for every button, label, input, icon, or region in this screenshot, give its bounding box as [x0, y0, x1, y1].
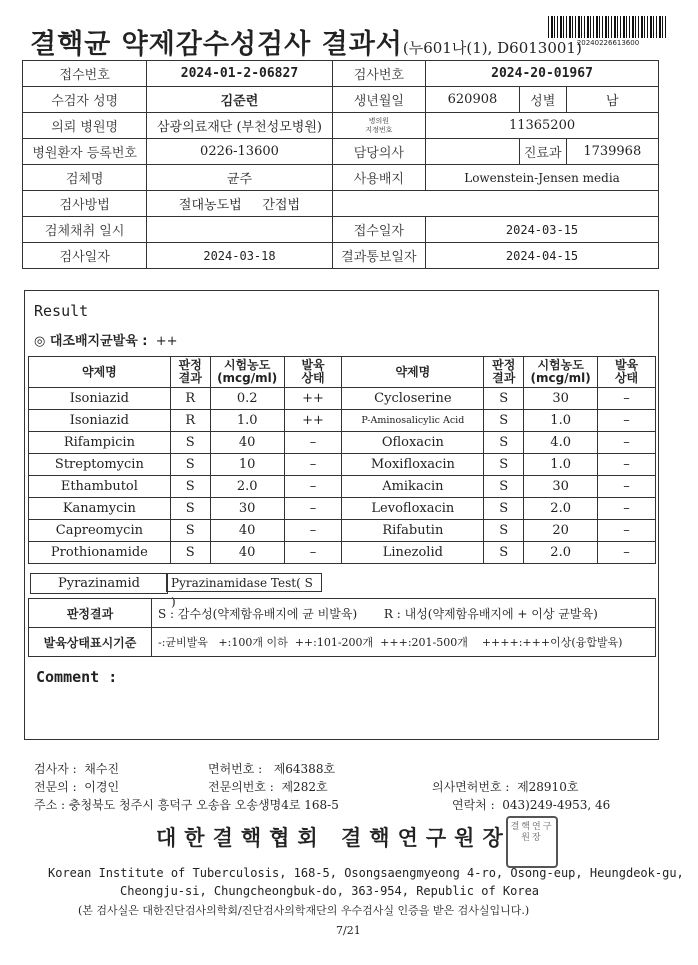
test-concentration: 40	[210, 542, 284, 564]
judge-result: S	[170, 432, 210, 454]
drug-name: Amikacin	[342, 476, 484, 498]
address-en-1: Korean Institute of Tuberculosis, 168-5, Osongsaengmyeong 4-ro, Osong-eup, Heungdeok-gu,	[48, 866, 684, 880]
growth-status: –	[598, 410, 656, 432]
test-concentration: 40	[210, 520, 284, 542]
judge-result: S	[484, 498, 524, 520]
drug-name: P-Aminosalicylic Acid	[342, 410, 484, 432]
judge-result: S	[484, 454, 524, 476]
judge-result: S	[484, 388, 524, 410]
test-concentration: 10	[210, 454, 284, 476]
drug-name: Isoniazid	[29, 410, 171, 432]
barcode-number: 20240226613600	[576, 39, 640, 47]
document-title: 결핵균 약제감수성검사 결과서(누601나(1), D6013001)	[30, 29, 582, 60]
growth-status: –	[284, 498, 342, 520]
test-concentration: 2.0	[210, 476, 284, 498]
drug-name: Ethambutol	[29, 476, 171, 498]
drug-name: Ofloxacin	[342, 432, 484, 454]
growth-status: –	[598, 498, 656, 520]
table-row	[29, 388, 656, 410]
doctor-label: 담당의사	[332, 139, 425, 165]
drug-name: Capreomycin	[29, 520, 171, 542]
patient-reg-no: 0226-13600	[147, 139, 332, 165]
drug-name: Streptomycin	[29, 454, 171, 476]
control-growth-label: ◎ 대조배지균발육 :	[34, 334, 148, 349]
method: 절대농도법 간접법	[147, 191, 332, 217]
document-code: (누601나(1), D6013001)	[402, 39, 582, 57]
birth-label: 생년월일	[332, 87, 425, 113]
judge-key-s: S : 감수성(약제함유배지에 균 비발육)	[158, 606, 358, 621]
drug-name: Kanamycin	[29, 498, 171, 520]
legend-table	[28, 598, 656, 657]
col-conc: 시험농도 (mcg/ml)	[210, 357, 284, 388]
report-date-label: 결과통보일자	[332, 243, 425, 269]
col-drug: 약제명	[29, 357, 171, 388]
receipt-no-label: 접수번호	[23, 61, 147, 87]
test-date: 2024-03-18	[147, 243, 332, 269]
hospital-label: 의뢰 병원명	[23, 113, 147, 139]
receive-date: 2024-03-15	[426, 217, 659, 243]
medium-label: 사용배지	[332, 165, 425, 191]
judge-result: S	[170, 476, 210, 498]
judge-result: S	[484, 476, 524, 498]
test-concentration: 30	[524, 388, 598, 410]
judge-result: S	[484, 410, 524, 432]
official-seal	[506, 816, 558, 868]
test-concentration: 1.0	[524, 410, 598, 432]
control-growth-value: ++	[155, 334, 178, 349]
doctor-license: 의사면허번호 : 제28910호	[432, 780, 579, 794]
col-conc: 시험농도 (mcg/ml)	[524, 357, 598, 388]
pyrazinamid-value: Pyrazinamidase Test( S )	[166, 573, 322, 592]
collect-date	[147, 217, 332, 243]
growth-key-label: 발육상태표시기준	[29, 628, 152, 657]
growth-status: –	[284, 520, 342, 542]
license: 면허번호 : 제64388호	[208, 762, 336, 776]
method-blank	[332, 191, 658, 217]
dept-value: 1739968	[566, 139, 658, 165]
col-judge: 판정 결과	[170, 357, 210, 388]
table-row	[29, 542, 656, 564]
judge-result: S	[484, 542, 524, 564]
test-concentration: 30	[210, 498, 284, 520]
doctor-name	[426, 139, 520, 165]
header-table	[22, 60, 659, 269]
receipt-no: 2024-01-2-06827	[147, 61, 332, 87]
test-date-label: 검사일자	[23, 243, 147, 269]
patient-name-label: 수검자 성명	[23, 87, 147, 113]
test-concentration: 1.0	[524, 454, 598, 476]
table-row	[29, 476, 656, 498]
growth-status: –	[598, 520, 656, 542]
medium: Lowenstein-Jensen media	[426, 165, 659, 191]
growth-status: –	[284, 454, 342, 476]
growth-status: –	[598, 432, 656, 454]
drug-table-header	[29, 357, 656, 388]
sex: 남	[566, 87, 658, 113]
dept-label: 진료과	[519, 139, 566, 165]
test-concentration: 4.0	[524, 432, 598, 454]
table-row	[29, 454, 656, 476]
page-number: 7/21	[336, 924, 361, 937]
judge-result: S	[170, 498, 210, 520]
address-en-2: Cheongju-si, Chungcheongbuk-do, 363-954, Republic of Korea	[120, 884, 540, 898]
method-label: 검사방법	[23, 191, 147, 217]
judge-result: S	[170, 542, 210, 564]
col-growth: 발육 상태	[284, 357, 342, 388]
sex-label: 성별	[519, 87, 566, 113]
hospital-code: 11365200	[426, 113, 659, 139]
specimen-label: 검체명	[23, 165, 147, 191]
growth-status: –	[598, 388, 656, 410]
growth-key-value: -:균비발육 +:100개 이하 ++:101-200개 +++:201-500개 ++++:+++이상(융합발육)	[152, 628, 656, 657]
test-concentration: 30	[524, 476, 598, 498]
growth-status: –	[284, 432, 342, 454]
patient-reg-label: 병원환자 등록번호	[23, 139, 147, 165]
result-title: Result	[34, 302, 89, 320]
growth-status: ++	[284, 388, 342, 410]
growth-status: ++	[284, 410, 342, 432]
test-concentration: 20	[524, 520, 598, 542]
seal-text: 결핵연구원장	[510, 822, 554, 843]
growth-status: –	[284, 476, 342, 498]
table-row	[29, 432, 656, 454]
drug-name: Cycloserine	[342, 388, 484, 410]
test-no: 2024-20-01967	[426, 61, 659, 87]
growth-status: –	[598, 476, 656, 498]
drug-name: Moxifloxacin	[342, 454, 484, 476]
drug-results-table	[28, 356, 656, 564]
hospital-name: 삼광의료재단 (부천성모병원)	[147, 113, 332, 139]
judge-result: S	[170, 520, 210, 542]
drug-name: Rifabutin	[342, 520, 484, 542]
table-row	[29, 498, 656, 520]
contact: 연락처 : 043)249-4953, 46	[452, 798, 611, 812]
test-concentration: 40	[210, 432, 284, 454]
judge-key-label: 판정결과	[29, 599, 152, 628]
judge-result: R	[170, 388, 210, 410]
table-row	[29, 520, 656, 542]
col-growth: 발육 상태	[598, 357, 656, 388]
hospital-code-label: 병의원 지정번호	[332, 113, 425, 139]
control-growth	[34, 330, 178, 349]
pyrazinamid-label: Pyrazinamid	[30, 573, 168, 594]
test-concentration: 2.0	[524, 542, 598, 564]
specialist: 전문의 : 이경인	[34, 780, 120, 794]
judge-result: S	[484, 520, 524, 542]
collect-date-label: 검체채취 일시	[23, 217, 147, 243]
growth-status: –	[598, 542, 656, 564]
certification-note: (본 검사실은 대한진단검사의학회/진단검사의학재단의 우수검사실 인증을 받은 검사실입니다.)	[78, 904, 530, 917]
test-concentration: 1.0	[210, 410, 284, 432]
report-date: 2024-04-15	[426, 243, 659, 269]
specialist-no: 전문의번호 : 제282호	[208, 780, 328, 794]
judge-result: R	[170, 410, 210, 432]
col-drug: 약제명	[342, 357, 484, 388]
drug-name: Isoniazid	[29, 388, 171, 410]
judge-result: S	[170, 454, 210, 476]
patient-name: 김준련	[147, 87, 332, 113]
growth-status: –	[598, 454, 656, 476]
comment-label: Comment :	[36, 668, 118, 686]
test-concentration: 2.0	[524, 498, 598, 520]
institute-name: 대한결핵협회 결핵연구원장	[156, 825, 511, 850]
judge-key-value	[152, 599, 656, 628]
drug-name: Linezolid	[342, 542, 484, 564]
tester: 검사자 : 채수진	[34, 762, 120, 776]
drug-name: Rifampicin	[29, 432, 171, 454]
test-concentration: 0.2	[210, 388, 284, 410]
test-no-label: 검사번호	[332, 61, 425, 87]
col-judge: 판정 결과	[484, 357, 524, 388]
drug-name: Levofloxacin	[342, 498, 484, 520]
barcode	[548, 16, 668, 38]
drug-name: Prothionamide	[29, 542, 171, 564]
specimen: 균주	[147, 165, 332, 191]
judge-result: S	[484, 432, 524, 454]
table-row	[29, 410, 656, 432]
judge-key-r: R : 내성(약제함유배지에 + 이상 균발육)	[383, 606, 598, 621]
address: 주소 : 충청북도 청주시 흥덕구 오송읍 오송생명4로 168-5	[34, 798, 339, 812]
receive-date-label: 접수일자	[332, 217, 425, 243]
birth-date: 620908	[426, 87, 520, 113]
growth-status: –	[284, 542, 342, 564]
